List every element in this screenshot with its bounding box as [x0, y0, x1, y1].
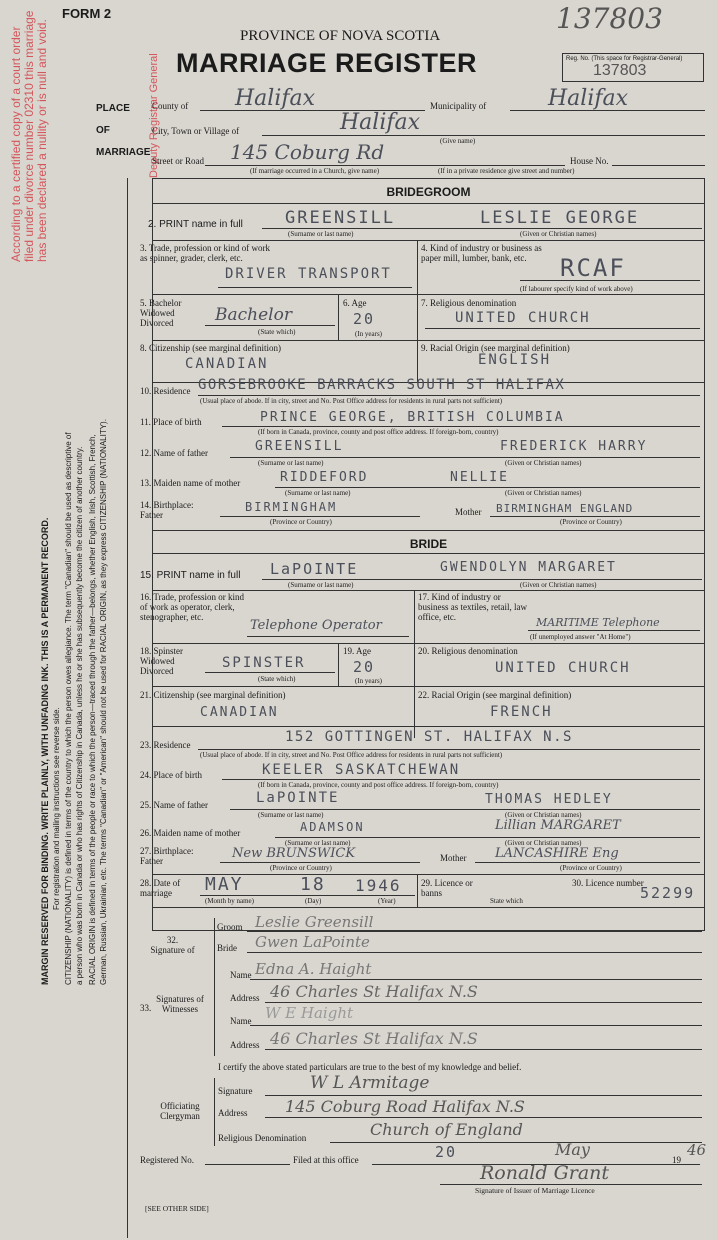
margin-citizenship-def-2: a person who was born in Canada or who has rights of Citizenship in Canada, unless he or she has subsequently become the citizen of another country. [75, 446, 84, 985]
witness2-name: W E Haight [265, 1004, 354, 1022]
filed-label: Filed at this office [293, 1155, 359, 1165]
form-number: FORM 2 [62, 6, 112, 21]
witness1-address-label: Address [230, 993, 260, 1003]
bride-status-label: 18. Spinster Widowed Divorced [140, 646, 184, 676]
municipality-label: Municipality of [430, 101, 487, 111]
groom-father-surname: GREENSILL [255, 439, 344, 454]
bride-racial-label: 22. Racial Origin (see marginal definition) [418, 690, 572, 700]
groom-mother-bp-caption: (Province or Country) [560, 518, 622, 526]
groom-mother-surname: RIDDEFORD [280, 470, 369, 485]
marriage-date-label: 28. Date of marriage [140, 878, 181, 898]
marriage-day: 18 [300, 874, 326, 895]
groom-status-label: 5. Bachelor Widowed Divorced [140, 298, 182, 328]
groom-industry: RCAF [560, 254, 626, 282]
give-name-caption: (Give name) [440, 137, 476, 145]
bride-father-label: 25. Name of father [140, 800, 208, 810]
bride-father-surname: LaPOINTE [256, 790, 340, 806]
month-caption: (Month by name) [205, 897, 254, 905]
groom-birthplace-caption: (If born in Canada, province, county and post office address. If foreign-born, country) [258, 428, 499, 436]
divorce-nullity-stamp: According to a certified copy of a court order filed under divorce number 02310 this marriage has been declared a nullity or is null and void. [9, 10, 49, 262]
clergy-address: 145 Coburg Road Halifax N.S [285, 1097, 525, 1116]
groom-age: 20 [353, 310, 376, 328]
bride-signature: Gwen LaPointe [255, 933, 370, 951]
marriage-year: 1946 [355, 876, 402, 895]
filed-month: May [555, 1140, 590, 1159]
witness2-address: 46 Charles St Halifax N.S [270, 1029, 478, 1048]
bride-industry: MARITIME Telephone [536, 616, 660, 629]
groom-mother-birthplace: BIRMINGHAM ENGLAND [496, 502, 634, 515]
groom-residence-caption: (Usual place of abode. If in city, street and No. Post Office address for residents in rural parts not sufficient) [200, 397, 503, 405]
groom-trade: DRIVER TRANSPORT [225, 266, 392, 282]
bride-industry-caption: (If unemployed answer "At Home") [530, 633, 631, 641]
bride-given-caption: (Given or Christian names) [520, 581, 597, 589]
groom-father-given-caption: (Given or Christian names) [505, 459, 582, 467]
licence-number-label: 30. Licence number [572, 878, 644, 888]
groom-state-caption: (State which) [258, 328, 296, 336]
margin-citizenship-def-1: CITIZENSHIP (NATIONALITY) is defined in terms of the country to which the person owes allegiance. The term "Canadian" should be used as descriptive of [64, 432, 73, 985]
bride-print-label: 15. PRINT name in full [140, 570, 241, 581]
groom-surname-caption: (Surname or last name) [288, 230, 354, 238]
groom-industry-label: 4. Kind of industry or business as paper mill, lumber, bank, etc. [421, 243, 542, 263]
reg-number-box [562, 53, 704, 82]
private-residence-note: (If in a private residence give street and number) [438, 167, 575, 175]
groom-given-names: LESLIE GEORGE [480, 208, 640, 228]
groom-father-given: FREDERICK HARRY [500, 439, 648, 454]
reg-number-label: Reg. No. (This space for Registrar-General) [566, 56, 683, 62]
witness1-address: 46 Charles St Halifax N.S [270, 982, 478, 1001]
groom-father-label: 12. Name of father [140, 448, 208, 458]
bride-sig-label: Bride [217, 943, 237, 953]
place-of-marriage-label: PLACE OF MARRIAGE [96, 103, 151, 158]
bride-marital-status: SPINSTER [222, 655, 306, 671]
groom-mother-label: 13. Maiden name of mother [140, 478, 241, 488]
clergy-signature-label: Signature [218, 1086, 253, 1096]
bride-birthplace-caption: (If born in Canada, province, county and post office address. If foreign-born, country) [258, 781, 499, 789]
bride-given-names: GWENDOLYN MARGARET [440, 560, 617, 575]
groom-father-surname-caption: (Surname or last name) [258, 459, 324, 467]
bride-mother-surname: ADAMSON [300, 820, 365, 834]
groom-marital-status: Bachelor [215, 305, 292, 325]
bride-mother-label: 26. Maiden name of mother [140, 828, 241, 838]
bride-citizenship: CANADIAN [200, 705, 279, 720]
bride-birthplace-label: 24. Place of birth [140, 770, 202, 780]
groom-surname: GREENSILL [285, 208, 396, 228]
clergyman-label: Officiating Clergyman [160, 1101, 200, 1121]
margin-racial-def-2: German, Russian, Ukrainian, etc. The terms "Canadian" or "American" should not be used for RACIAL ORIGIN, as they express CITIZENSHIP (NATIONALITY). [99, 419, 108, 985]
bride-mother-given: Lillian MARGARET [495, 818, 621, 833]
groom-print-label: 2. PRINT name in full [148, 219, 243, 230]
clergy-address-label: Address [218, 1108, 248, 1118]
county-value: Halifax [235, 86, 316, 111]
bride-father-given: THOMAS HEDLEY [485, 792, 613, 807]
reg-number-printed: 137803 [593, 62, 647, 79]
bride-racial-origin: FRENCH [490, 704, 553, 720]
groom-mother-bp-label: Mother [455, 507, 482, 517]
bride-birthplace: KEELER SASKATCHEWAN [262, 762, 461, 778]
groom-citizenship: CANADIAN [185, 356, 269, 372]
bride-mother-birthplace: LANCASHIRE Eng [495, 846, 619, 861]
issuer-signature-caption: Signature of Issuer of Marriage Licence [475, 1186, 595, 1195]
groom-age-label: 6. Age [343, 298, 367, 308]
groom-mother-surname-caption: (Surname or last name) [285, 489, 351, 497]
bride-surname-caption: (Surname or last name) [288, 581, 354, 589]
street-value: 145 Coburg Rd [230, 140, 385, 164]
issuer-signature: Ronald Grant [480, 1162, 610, 1184]
groom-residence: GORSEBROOKE BARRACKS SOUTH ST HALIFAX [198, 377, 566, 393]
bride-religion-label: 20. Religious denomination [418, 646, 518, 656]
clergy-signature: W L Armitage [310, 1073, 430, 1093]
filed-year-prefix: 19 [672, 1155, 681, 1165]
church-note: (If marriage occurred in a Church, give name) [250, 167, 380, 175]
marriage-month: MAY [205, 874, 244, 895]
bride-father-birthplace: New BRUNSWICK [232, 846, 356, 861]
bride-father-surname-caption: (Surname or last name) [258, 811, 324, 819]
groom-birthplace: PRINCE GEORGE, BRITISH COLUMBIA [260, 410, 565, 425]
groom-industry-caption: (If labourer specify kind of work above) [520, 285, 633, 293]
witnesses-label: Signatures of Witnesses [156, 994, 204, 1014]
bride-surname: LaPOINTE [270, 560, 359, 578]
licence-state-caption: State which [490, 897, 523, 905]
bride-trade: Telephone Operator [250, 618, 382, 633]
bride-birthplace-parents-label: 27. Birthplace: Father [140, 846, 194, 866]
bride-mother-given-caption: (Given or Christian names) [505, 839, 582, 847]
groom-father-birthplace: BIRMINGHAM [245, 500, 338, 514]
witness1-name-label: Name [230, 970, 252, 980]
see-other-side: [SEE OTHER SIDE] [145, 1204, 209, 1213]
groom-mother-given: NELLIE [450, 470, 509, 485]
certification-statement: I certify the above stated particulars are true to the best of my knowledge and belief. [218, 1062, 522, 1072]
bride-residence: 152 GOTTINGEN ST. HALIFAX N.S [285, 729, 573, 745]
bride-state-caption: (State which) [258, 675, 296, 683]
day-caption: (Day) [305, 897, 322, 905]
bride-mother-bp-label: Mother [440, 853, 467, 863]
groom-sig-label: Groom [217, 922, 243, 932]
registered-no-label: Registered No. [140, 1155, 194, 1165]
groom-trade-label: 3. Trade, profession or kind of work as spinner, grader, clerk, etc. [140, 243, 270, 263]
licence-or-banns-label: 29. Licence or banns [421, 878, 473, 898]
bride-heading: BRIDE [409, 537, 448, 551]
witness2-name-label: Name [230, 1016, 252, 1026]
margin-racial-def-1: RACIAL ORIGIN is defined in terms of the people or race to which the person—traced through the father—belongs, whether English, Irish, Scottish, French, [88, 434, 97, 985]
province-title: PROVINCE OF NOVA SCOTIA [240, 28, 441, 44]
bride-trade-label: 16. Trade, profession or kind of work as operator, clerk, stenographer, etc. [140, 592, 244, 622]
bride-residence-label: 23. Residence [140, 740, 191, 750]
groom-birthplace-parents-label: 14. Birthplace: Father [140, 500, 194, 520]
witness-section-number: 33. [140, 1003, 152, 1013]
municipality-value: Halifax [548, 86, 629, 111]
signature-of-label: 32. Signature of [150, 935, 195, 955]
religious-denomination-label: Religious Denomination [218, 1133, 307, 1143]
groom-racial-label: 9. Racial Origin (see marginal definition) [421, 343, 570, 353]
groom-religion: UNITED CHURCH [455, 310, 591, 326]
margin-binding-note: MARGIN RESERVED FOR BINDING. WRITE PLAINLY, WITH UNFADING INK. THIS IS A PERMANENT RECORD. [40, 517, 50, 985]
licence-number: 52299 [640, 884, 696, 902]
bride-age-caption: (In years) [355, 677, 383, 685]
bride-mother-bp-caption: (Province or Country) [560, 864, 622, 872]
city-value: Halifax [340, 110, 421, 135]
bridegroom-heading: BRIDEGROOM [386, 185, 471, 199]
bride-religion: UNITED CHURCH [495, 660, 631, 676]
bride-citizenship-label: 21. Citizenship (see marginal definition) [140, 690, 286, 700]
groom-birthplace-label: 11. Place of birth [140, 417, 202, 427]
groom-father-bp-caption: (Province or Country) [270, 518, 332, 526]
witness2-address-label: Address [230, 1040, 260, 1050]
year-caption: (Year) [378, 897, 396, 905]
filed-day: 20 [435, 1143, 458, 1161]
deputy-registrar-stamp: Deputy Registrar General [148, 53, 160, 178]
bride-father-bp-caption: (Province or Country) [270, 864, 332, 872]
street-label: Street or Road [152, 156, 204, 166]
groom-residence-label: 10. Residence [140, 386, 191, 396]
county-label: County of [152, 101, 189, 111]
bride-father-given-caption: (Given or Christian names) [505, 811, 582, 819]
groom-signature: Leslie Greensill [255, 913, 374, 931]
bride-age-label: 19. Age [343, 646, 371, 656]
groom-religion-label: 7. Religious denomination [421, 298, 517, 308]
bride-industry-label: 17. Kind of industry or business as textiles, retail, law office, etc. [418, 592, 527, 622]
bride-mother-surname-caption: (Surname or last name) [285, 839, 351, 847]
city-label: City, Town or Village of [152, 126, 240, 136]
filed-year: 46 [687, 1141, 707, 1159]
groom-age-caption: (In years) [355, 330, 383, 338]
reg-number-handwritten: 137803 [556, 2, 663, 35]
witness1-name: Edna A. Haight [255, 960, 372, 978]
margin-instructions-note: For registration and mailing instructions see reverse side. [52, 707, 61, 910]
clergy-denomination: Church of England [370, 1120, 523, 1139]
bride-residence-caption: (Usual place of abode. If in city, street and No. Post Office address for residents in rural parts not sufficient) [200, 751, 503, 759]
house-label: House No. [570, 156, 609, 166]
groom-mother-given-caption: (Given or Christian names) [505, 489, 582, 497]
groom-racial-origin: ENGLISH [478, 352, 552, 368]
register-title: MARRIAGE REGISTER [176, 48, 478, 78]
groom-given-caption: (Given or Christian names) [520, 230, 597, 238]
bride-age: 20 [353, 658, 376, 676]
groom-citizenship-label: 8. Citizenship (see marginal definition) [140, 343, 282, 353]
